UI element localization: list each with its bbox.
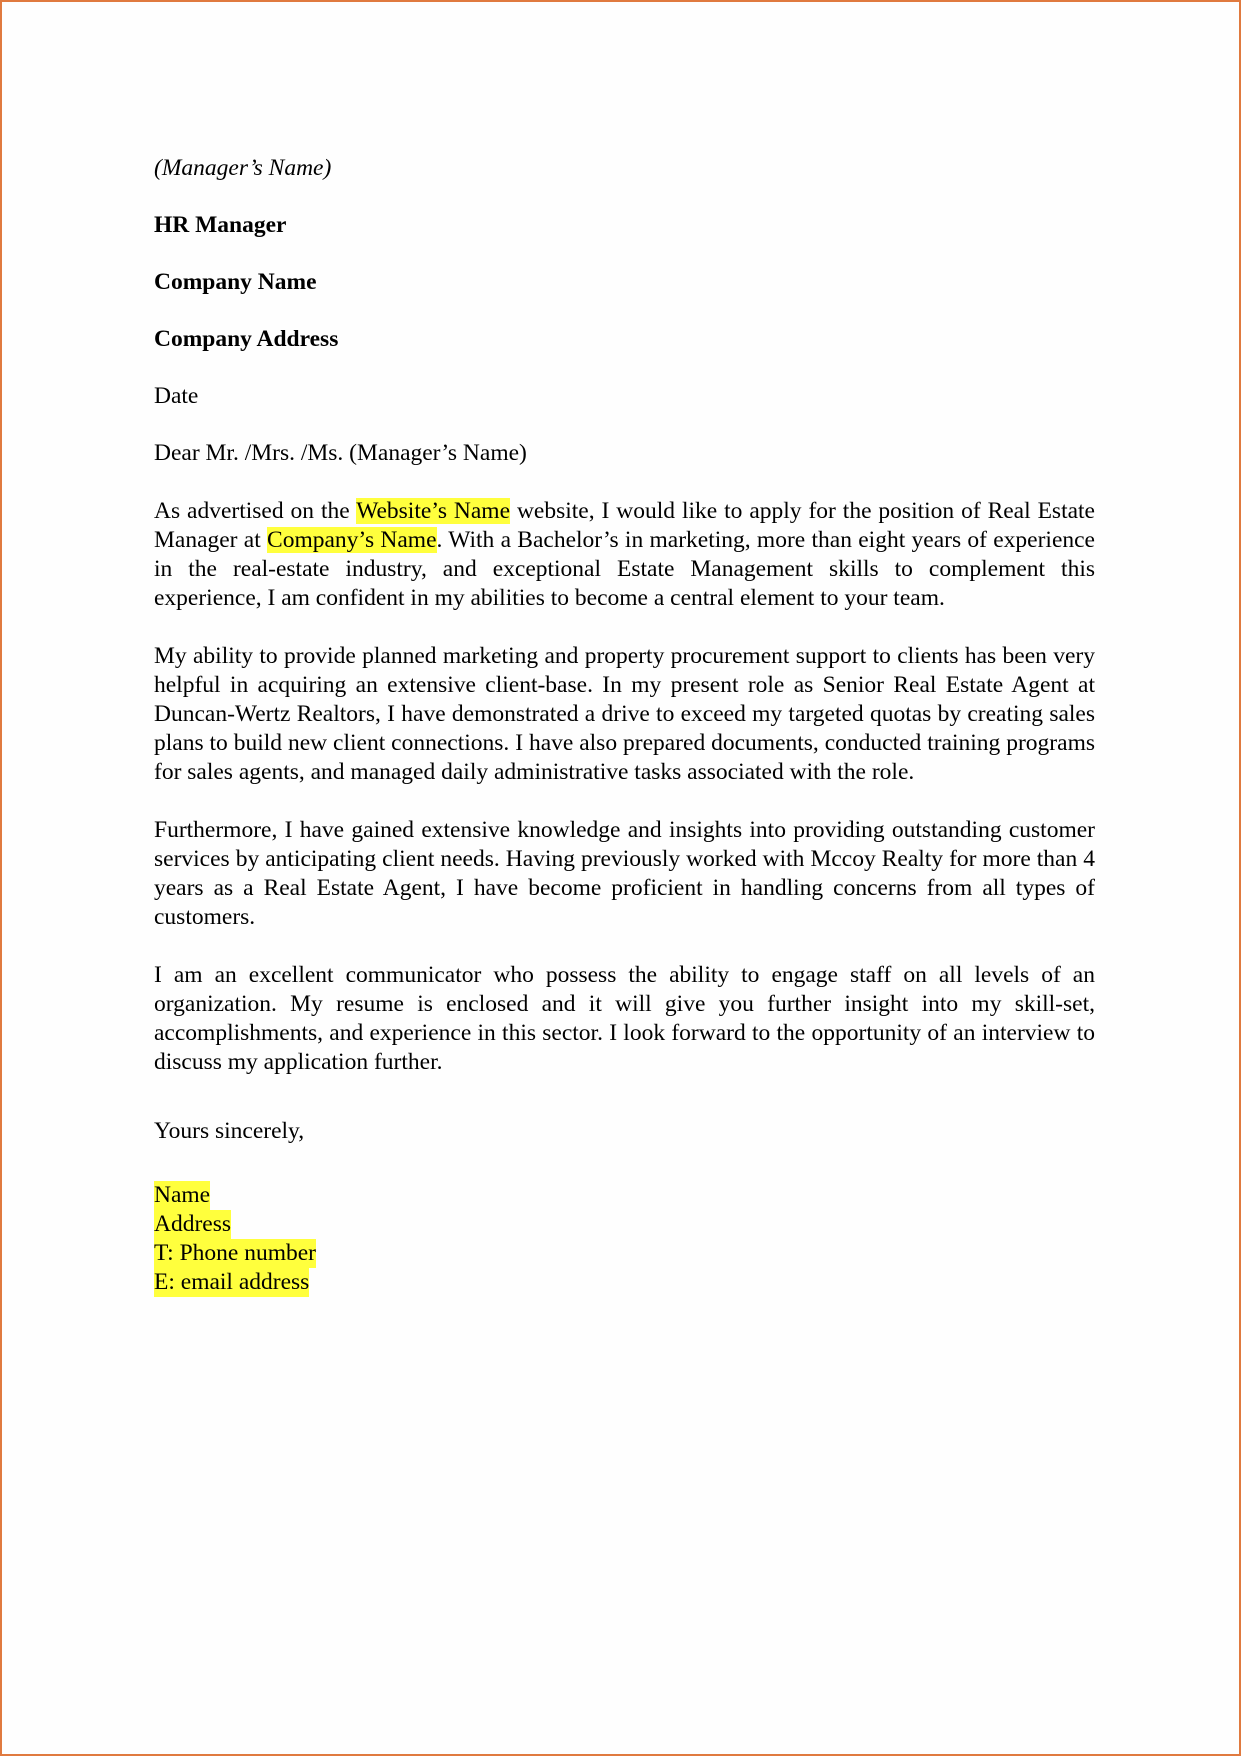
intro-text-1: As advertised on the [154, 498, 357, 524]
paragraph-experience: My ability to provide planned marketing and property procurement support to clients has been very helpful in acquiring an extensive client-base. In my present role as Senior Real Estate Agent at Duncan-Wertz Realtors, I have demonstrated a drive to exceed my targeted quotas by creating sales plans to build new client connections. I have also prepared documents, conducted training programs for sales agents, and managed daily administrative tasks associated with the role. [154, 643, 1095, 785]
hr-manager-title: HR Manager [154, 212, 287, 238]
closing-line: Yours sincerely, [154, 1118, 305, 1144]
signature-phone: T: Phone number [154, 1240, 316, 1266]
company-name-highlight: Company’s Name [267, 527, 437, 553]
manager-name: (Manager’s Name) [154, 155, 332, 181]
paragraph-intro [154, 497, 1095, 613]
signature-name: Name [154, 1182, 211, 1208]
paragraph-knowledge: Furthermore, I have gained extensive knowledge and insights into providing outstanding customer services by anticipating client needs. Having previously worked with Mccoy Realty for more than 4 years as a Real Estate Agent, I have become proficient in handling concerns from all types of customers. [154, 817, 1095, 930]
intro-text-3: . With a Bachelor’s in marketing, more than eight years of experience in the real-estate industry, and exceptional Estate Management skills to complement this experience, I am confident in my abilities to become a central element to your team. [154, 527, 1095, 611]
salutation: Dear Mr. /Mrs. /Ms. (Manager’s Name) [154, 440, 527, 466]
signature-email: E: email address [154, 1269, 310, 1295]
intro-text-2: website, I would like to apply for the position of Real Estate Manager at [154, 498, 1095, 553]
date: Date [154, 383, 199, 409]
website-name-highlight: Website’s Name [356, 498, 511, 524]
signature-block [154, 1181, 1095, 1297]
company-name: Company Name [154, 269, 317, 295]
paragraph-closing: I am an excellent communicator who possess the ability to engage staff on all levels of an organization. My resume is enclosed and it will give you further insight into my skill-set, accomplishments, and experience in this sector. I look forward to the opportunity of an interview to discuss my application further. [154, 962, 1095, 1075]
signature-address: Address [154, 1211, 232, 1237]
letter-body [154, 154, 1095, 1297]
company-address: Company Address [154, 326, 339, 352]
